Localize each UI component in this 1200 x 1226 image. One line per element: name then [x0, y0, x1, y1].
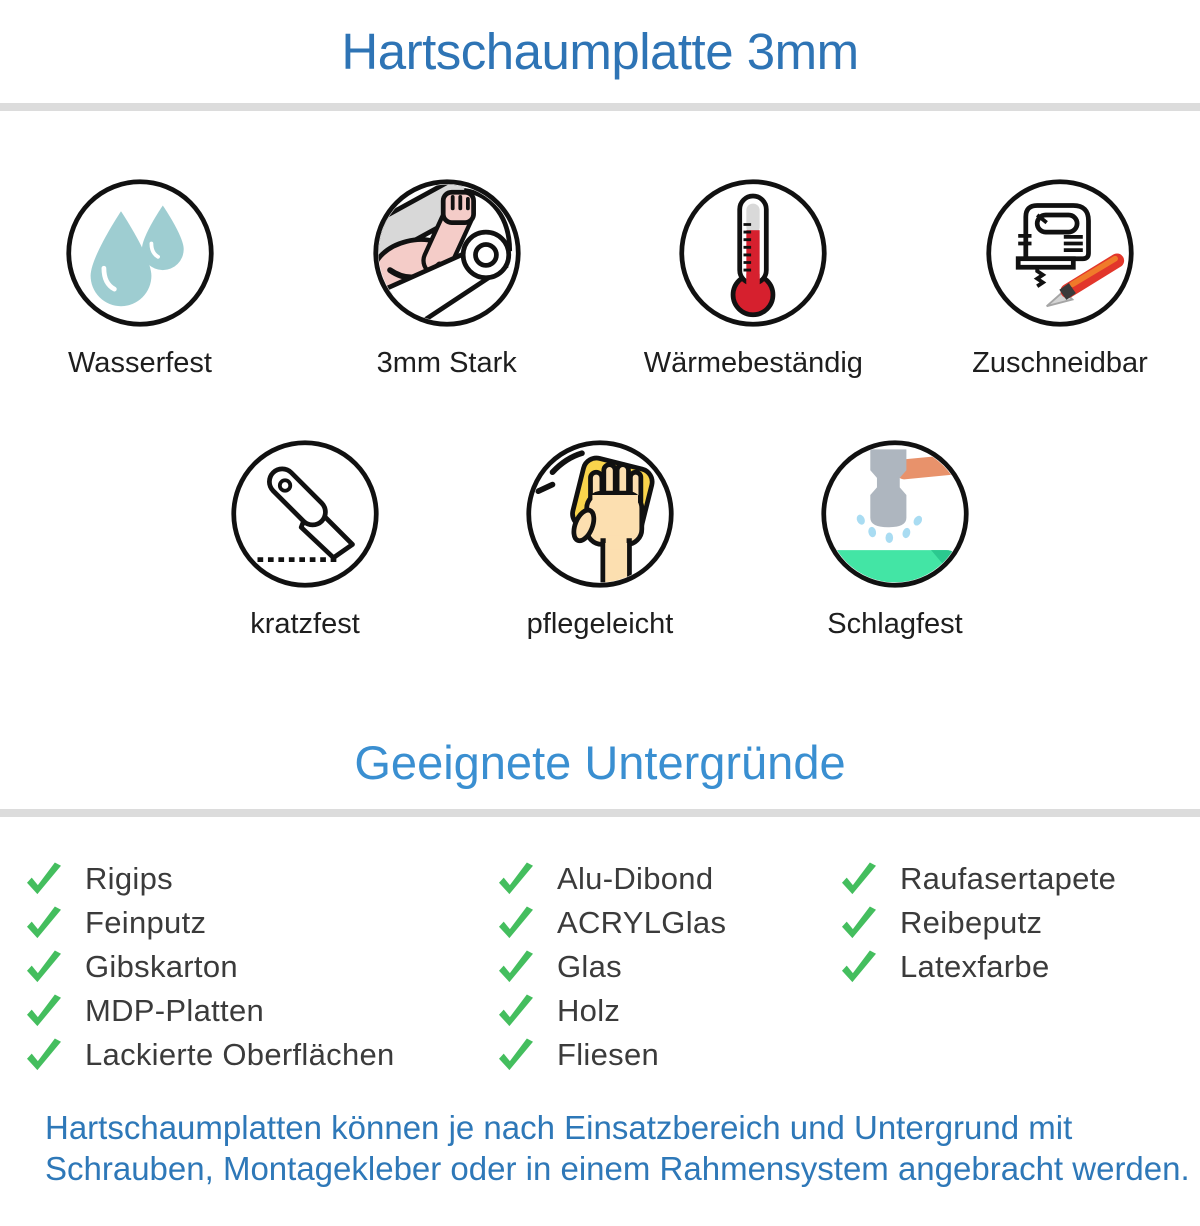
substrate-label: ACRYLGlas: [557, 905, 727, 940]
utility-knife-icon: [229, 438, 381, 590]
substrates-column-3: [840, 857, 1200, 1077]
checkmark-icon: [840, 862, 878, 896]
list-item: [25, 989, 497, 1033]
substrate-label: MDP-Platten: [85, 993, 265, 1028]
flexed-arm-board-icon: [371, 177, 523, 329]
substrates-column-2: [497, 857, 840, 1077]
substrate-label: Holz: [557, 993, 621, 1028]
list-item: [497, 945, 840, 989]
list-item: [840, 945, 1200, 989]
feature-label: 3mm Stark: [376, 347, 517, 379]
checkmark-icon: [840, 906, 878, 940]
feature-label: pflegeleicht: [526, 608, 674, 640]
mounting-note-line1: Hartschaumplatten können je nach Einsatzbereich und Untergrund mit: [45, 1109, 1073, 1146]
checkmark-icon: [25, 1038, 63, 1072]
thermometer-icon: [677, 177, 829, 329]
substrate-label: Gibskarton: [85, 949, 238, 984]
feature-label: Schlagfest: [827, 608, 963, 640]
checkmark-icon: [25, 950, 63, 984]
feature-pflegeleicht: [480, 438, 720, 641]
checkmark-icon: [497, 950, 535, 984]
mounting-note: [45, 1107, 1200, 1189]
list-item: [25, 1033, 497, 1077]
feature-schlagfest: [775, 438, 1015, 641]
list-item: [25, 857, 497, 901]
checkmark-icon: [497, 1038, 535, 1072]
substrate-label: Lackierte Oberflächen: [85, 1037, 395, 1072]
substrate-label: Latexfarbe: [900, 949, 1050, 984]
section-title-untergruende: Geeignete Untergründe: [354, 736, 846, 789]
substrate-label: Feinputz: [85, 905, 207, 940]
list-item: [25, 945, 497, 989]
substrate-label: Glas: [557, 949, 622, 984]
feature-3mm-stark: [327, 177, 567, 380]
list-item: [497, 857, 840, 901]
substrate-label: Alu-Dibond: [557, 861, 714, 896]
feature-row-2: [0, 438, 1200, 641]
feature-wasserfest: [20, 177, 260, 380]
feature-label: kratzfest: [250, 608, 360, 640]
hand-cloth-icon: [524, 438, 676, 590]
feature-label: Wasserfest: [68, 347, 212, 379]
checkmark-icon: [25, 906, 63, 940]
feature-label: Zuschneidbar: [972, 347, 1148, 379]
checkmark-icon: [25, 862, 63, 896]
list-item: [840, 857, 1200, 901]
substrates-column-1: [25, 857, 497, 1077]
list-item: [840, 901, 1200, 945]
checkmark-icon: [497, 862, 535, 896]
substrates-list: [0, 857, 1200, 1077]
feature-row-1: [0, 177, 1200, 380]
substrate-label: Rigips: [85, 861, 173, 896]
feature-waermebestaendig: [633, 177, 873, 380]
feature-label: Wärmebeständig: [643, 347, 863, 379]
feature-kratzfest: [185, 438, 425, 641]
list-item: [497, 1033, 840, 1077]
mounting-note-line2: Schrauben, Montagekleber oder in einem Rahmensystem angebracht werden.: [45, 1150, 1190, 1187]
divider-middle: [0, 809, 1200, 817]
divider-top: [0, 103, 1200, 111]
checkmark-icon: [497, 994, 535, 1028]
water-drops-icon: [64, 177, 216, 329]
hammer-icon: [819, 438, 971, 590]
substrate-label: Fliesen: [557, 1037, 660, 1072]
list-item: [497, 989, 840, 1033]
checkmark-icon: [497, 906, 535, 940]
substrate-label: Reibeputz: [900, 905, 1043, 940]
feature-zuschneidbar: [940, 177, 1180, 380]
list-item: [497, 901, 840, 945]
list-item: [25, 901, 497, 945]
jigsaw-cutter-icon: [984, 177, 1136, 329]
checkmark-icon: [25, 994, 63, 1028]
checkmark-icon: [840, 950, 878, 984]
substrate-label: Raufasertapete: [900, 861, 1117, 896]
page-title: Hartschaumplatte 3mm: [341, 23, 859, 80]
